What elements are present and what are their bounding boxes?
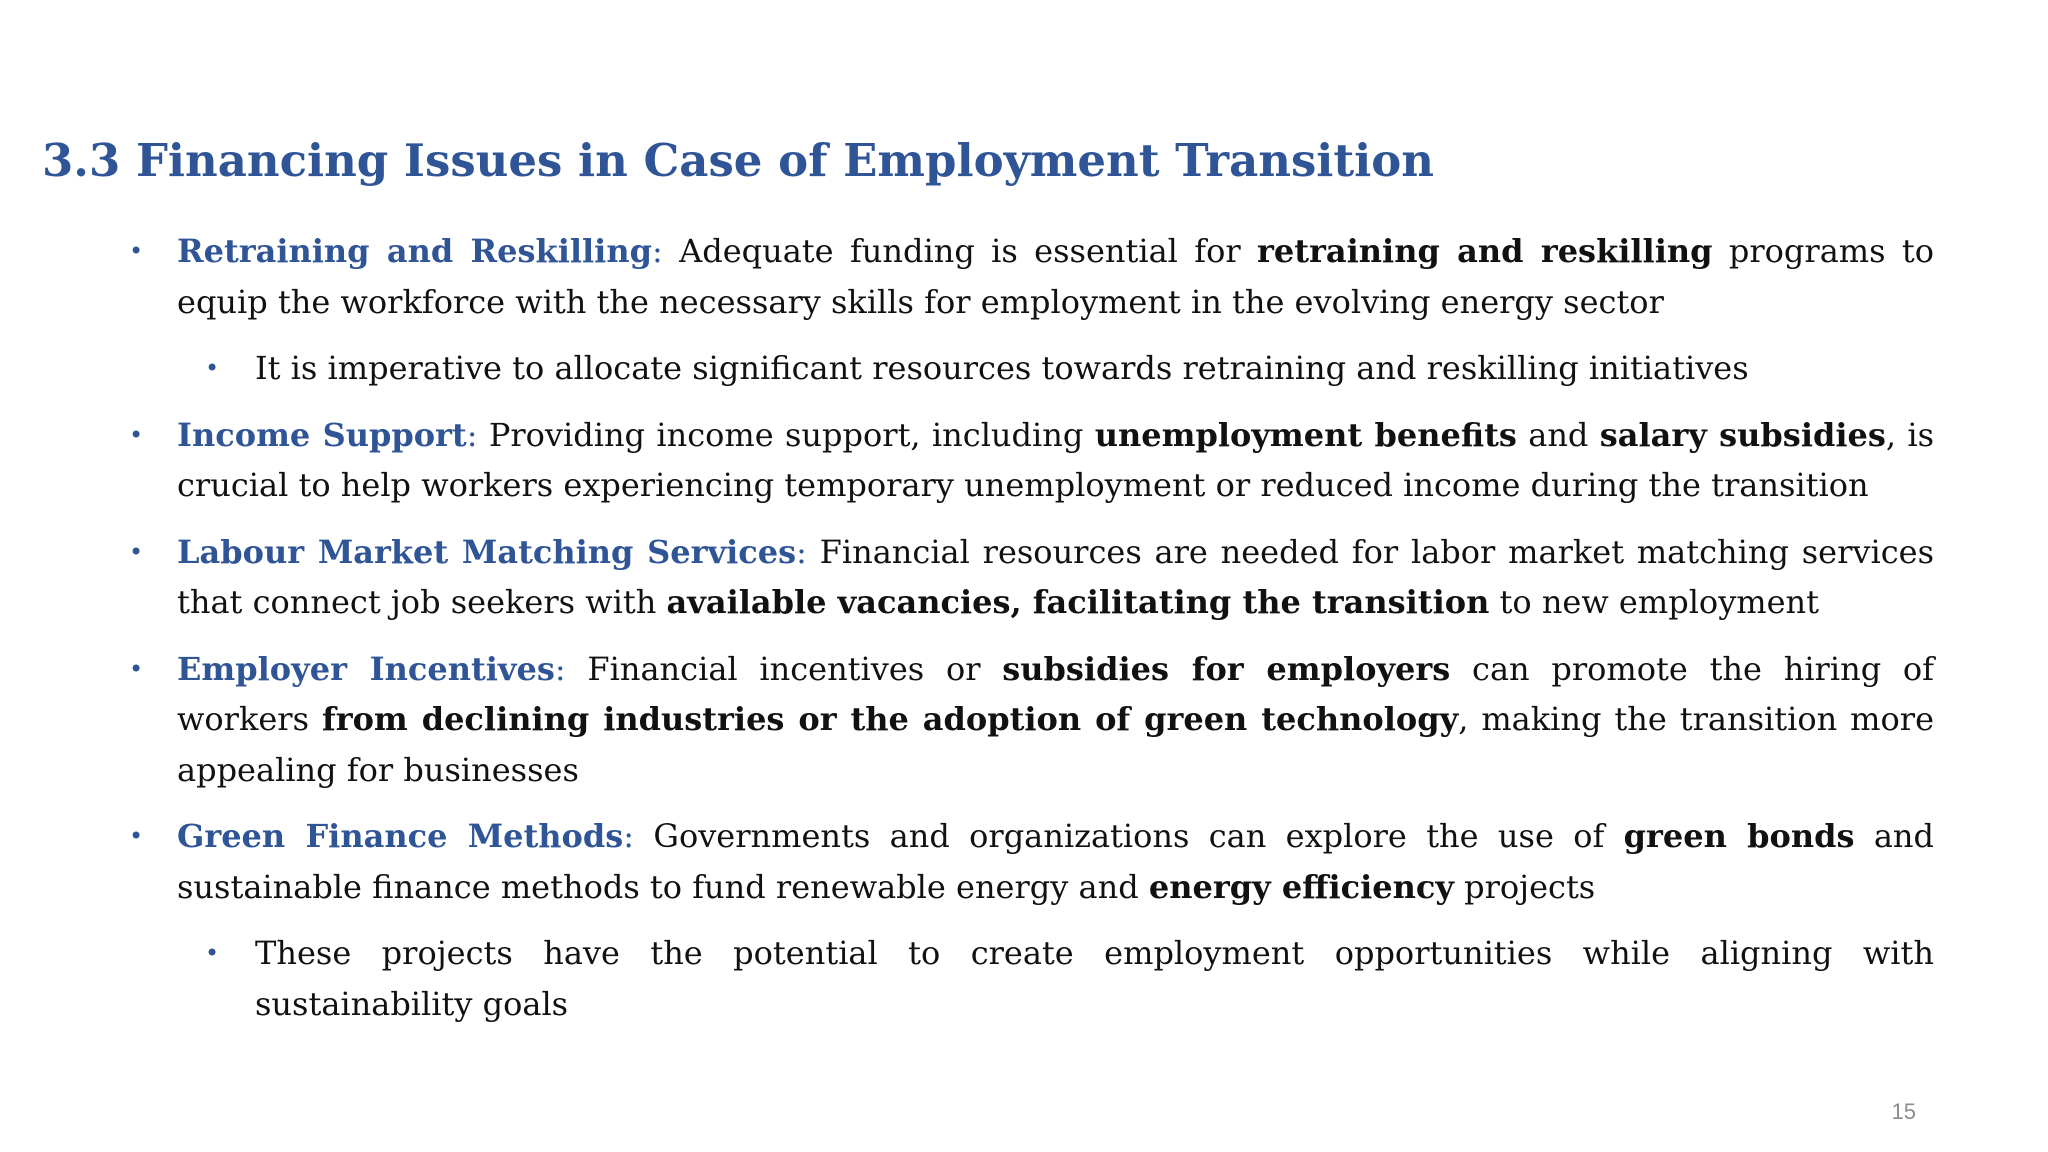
sub-bullet-sustainability-goals bbox=[255, 928, 1934, 1029]
bullet-list bbox=[0, 226, 2048, 1045]
bullet-retraining-and-reskilling bbox=[177, 226, 1934, 327]
bullet-term: Employer Incentives bbox=[177, 649, 555, 688]
bullet-text: , making the transition more appealing for businesses bbox=[177, 700, 1935, 789]
bullet-text: Financial incentives or bbox=[565, 649, 1003, 688]
bullet-emphasis: retraining and reskilling bbox=[1257, 232, 1713, 270]
bullet-term: Green Finance Methods bbox=[177, 817, 624, 855]
bullet-emphasis: salary subsidies bbox=[1599, 415, 1886, 454]
bullet-text: can promote the hiring of workers bbox=[177, 649, 1935, 738]
bullet-text: and sustainable finance methods to fund renewable energy and bbox=[177, 817, 1935, 906]
bullet-labour-market-matching-services bbox=[177, 527, 1934, 628]
bullet-term: Retraining and Reskilling bbox=[177, 232, 652, 270]
bullet-colon: : bbox=[651, 232, 663, 270]
sub-bullet-resource-allocation bbox=[255, 343, 1934, 394]
bullet-text: Financial resources are needed for labor market matching services that connect job seekers with bbox=[177, 532, 1935, 621]
bullet-text: projects bbox=[1453, 867, 1596, 906]
bullet-text: Providing income support, including bbox=[477, 415, 1095, 454]
bullet-green-finance-methods bbox=[177, 811, 1934, 912]
bullet-colon: : bbox=[623, 817, 635, 855]
bullet-emphasis: green bonds bbox=[1623, 817, 1855, 855]
bullet-text: to new employment bbox=[1489, 583, 1820, 621]
bullet-term: Income Support bbox=[177, 415, 467, 454]
bullet-colon: : bbox=[466, 415, 478, 454]
bullet-term: Labour Market Matching Services bbox=[177, 532, 797, 571]
bullet-text: Governments and organizations can explore the use of bbox=[634, 817, 1624, 855]
bullet-colon: : bbox=[554, 649, 566, 688]
bullet-text: and bbox=[1516, 415, 1600, 454]
bullet-text: programs to equip the workforce with the necessary skills for employment in the evolving energy sector bbox=[177, 232, 1935, 321]
page-number: 15 bbox=[1891, 1099, 1916, 1124]
slide-title: 3.3 Financing Issues in Case of Employment Transition bbox=[42, 134, 1435, 187]
bullet-income-support bbox=[177, 410, 1934, 511]
bullet-text: , is crucial to help workers experiencing temporary unemployment or reduced income during the transition bbox=[177, 415, 1935, 504]
bullet-emphasis: unemployment benefits bbox=[1094, 415, 1517, 454]
bullet-employer-incentives bbox=[177, 644, 1934, 796]
bullet-emphasis: from declining industries or the adoption of green technology bbox=[321, 700, 1459, 738]
sub-bullet-text: It is imperative to allocate significant resources towards retraining and reskilling initiatives bbox=[255, 349, 1749, 387]
bullet-emphasis: subsidies for employers bbox=[1002, 649, 1451, 688]
bullet-emphasis: energy efficiency bbox=[1148, 867, 1454, 906]
sub-bullet-text: These projects have the potential to create employment opportunities while aligning with sustainability goals bbox=[255, 934, 1934, 1023]
bullet-colon: : bbox=[796, 532, 807, 571]
bullet-emphasis: available vacancies, facilitating the transition bbox=[666, 583, 1490, 621]
bullet-text: Adequate funding is essential for bbox=[662, 232, 1258, 270]
